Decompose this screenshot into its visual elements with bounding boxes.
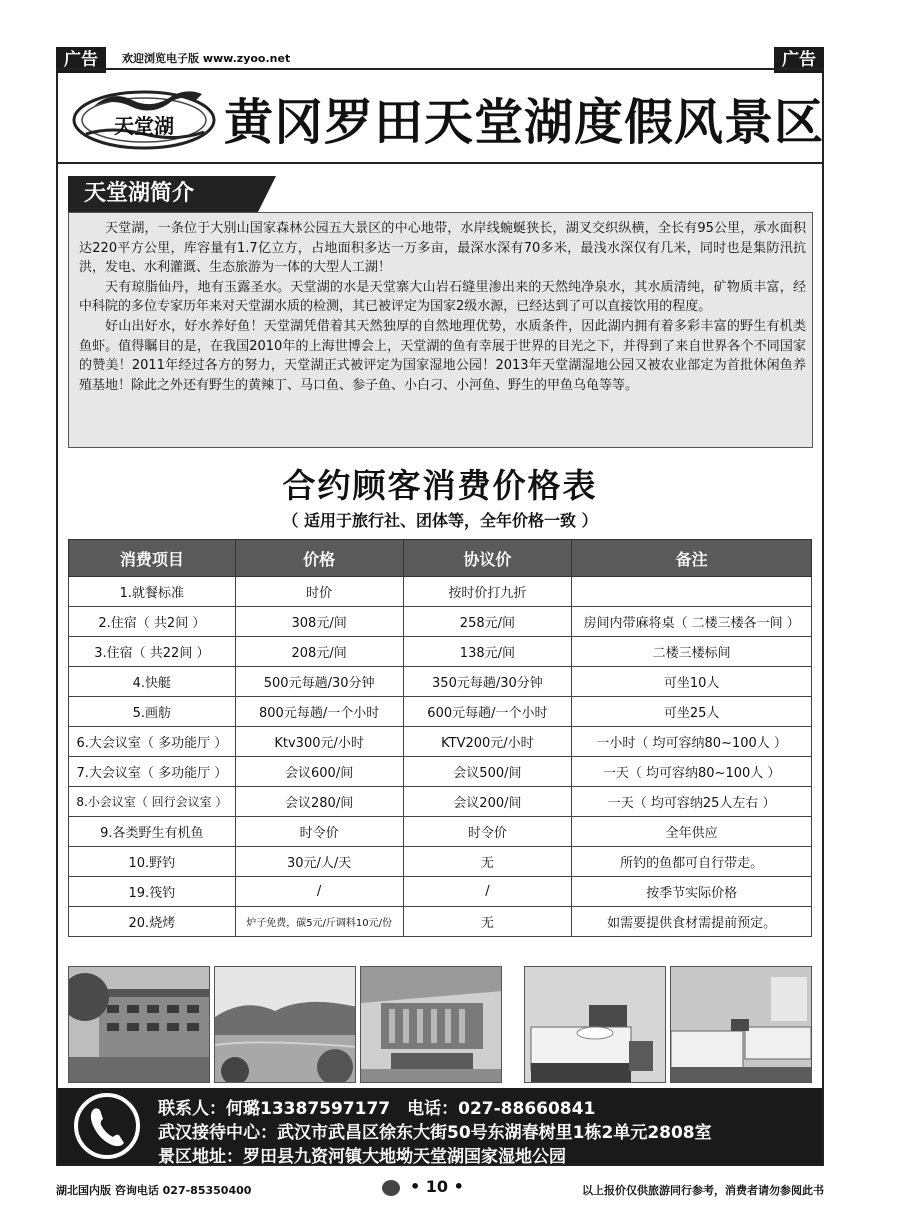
- cell-agreed: 无: [403, 847, 572, 877]
- cell-price: 30元/人/天: [235, 847, 403, 877]
- col-header-remarks: 备注: [572, 540, 812, 577]
- contact-line-office: 武汉接待中心：武汉市武昌区徐东大街50号东湖春树里1栋2单元2808室: [158, 1123, 712, 1143]
- price-subtitle: （ 适用于旅行社、团体等，全年价格一致 ）: [282, 511, 598, 530]
- cell-agreed: 258元/间: [403, 607, 572, 637]
- cell-agreed: 会议200/间: [403, 787, 572, 817]
- cell-agreed: 600元每趟/一个小时: [403, 697, 572, 727]
- cell-price: 时价: [235, 577, 403, 607]
- cell-price: 会议280/间: [235, 787, 403, 817]
- cell-agreed: 会议500/间: [403, 757, 572, 787]
- contact-line-address: 景区地址：罗田县九资河镇大地坳天堂湖国家湿地公园: [158, 1147, 566, 1167]
- phone-icon: [72, 1091, 142, 1161]
- table-row: [69, 637, 812, 667]
- intro-paragraph-1: 天堂湖，一条位于大别山国家森林公园五大景区的中心地带，水岸线蜿蜒狭长，湖叉交织纵横，全长有95公里，承水面积达220平方公里，库容量有1.7亿立方，占地面积多达一万多亩，最深水深有70多米，最浅水深仅有几米，同时也是集防汛抗洪，发电、水利灌溉、生态旅游为一体的大型人工湖！: [79, 221, 806, 276]
- contact-line-person: 联系人：何璐13387597177 电话：027-88660841: [158, 1099, 596, 1119]
- cell-price: 308元/间: [235, 607, 403, 637]
- cell-agreed: 138元/间: [403, 637, 572, 667]
- cell-item: 20.烧烤: [69, 907, 236, 937]
- cell-agreed: KTV200元/小时: [403, 727, 572, 757]
- intro-heading: 天堂湖简介: [68, 176, 258, 212]
- cell-item: 4.快艇: [69, 667, 236, 697]
- page-title: 黄冈罗田天堂湖度假风景区: [224, 93, 825, 151]
- footer-page-ornament-icon: [382, 1180, 400, 1196]
- table-row: [69, 877, 812, 907]
- table-row: [69, 907, 812, 937]
- price-table: [68, 539, 812, 937]
- cell-item: 2.住宿（ 共2间 ）: [69, 607, 236, 637]
- cell-remark: 所钓的鱼都可自行带走。: [572, 847, 812, 877]
- col-header-price: 价格: [235, 540, 403, 577]
- logo-text: 天堂湖: [114, 114, 174, 138]
- cell-price: 炉子免费，碳5元/斤调料10元/份: [235, 907, 403, 937]
- footer-left: 湖北国内版 咨询电话 027-85350400: [56, 1184, 252, 1197]
- cell-remark: 按季节实际价格: [572, 877, 812, 907]
- cell-price: Ktv300元/小时: [235, 727, 403, 757]
- cell-remark: 一天（ 均可容纳25人左右 ）: [572, 787, 812, 817]
- contact-bar: [58, 1088, 822, 1167]
- cell-remark: 房间内带麻将桌（ 二楼三楼各一间 ）: [572, 607, 812, 637]
- cell-remark: 如需要提供食材需提前预定。: [572, 907, 812, 937]
- photo-lobby: [360, 966, 502, 1083]
- cell-item: 10.野钓: [69, 847, 236, 877]
- cell-agreed: 按时价打九折: [403, 577, 572, 607]
- cell-item: 9.各类野生有机鱼: [69, 817, 236, 847]
- table-row: [69, 757, 812, 787]
- table-header-row: [69, 540, 812, 577]
- cell-item: 19.筏钓: [69, 877, 236, 907]
- ad-tag-left: 广告: [56, 47, 106, 73]
- cell-remark: 二楼三楼标间: [572, 637, 812, 667]
- col-header-item: 消费项目: [69, 540, 236, 577]
- cell-remark: 一天（ 均可容纳80~100人 ）: [572, 757, 812, 787]
- table-row: [69, 817, 812, 847]
- col-header-agreed-price: 协议价: [403, 540, 572, 577]
- intro-paragraph-2: 天有琼脂仙丹，地有玉露圣水。天堂湖的水是天堂寨大山岩石缝里渗出来的天然纯净泉水，其水质清纯，矿物质丰富，经中科院的多位专家历年来对天堂湖水质的检测，其已被评定为国家2级水源，已经达到了可以直接饮用的程度。: [79, 279, 806, 315]
- intro-box: [68, 212, 813, 448]
- table-row: [69, 667, 812, 697]
- price-title: 合约顾客消费价格表: [282, 466, 598, 505]
- table-row: [69, 607, 812, 637]
- cell-price: 800元每趟/一个小时: [235, 697, 403, 727]
- cell-price: 会议600/间: [235, 757, 403, 787]
- cell-item: 1.就餐标准: [69, 577, 236, 607]
- ad-tag-right: 广告: [774, 47, 824, 73]
- cell-remark: [572, 577, 812, 607]
- cell-agreed: 时令价: [403, 817, 572, 847]
- cell-remark: 可坐10人: [572, 667, 812, 697]
- header-divider: [58, 162, 822, 164]
- cell-agreed: 350元每趟/30分钟: [403, 667, 572, 697]
- logo: [72, 86, 218, 150]
- table-row: [69, 727, 812, 757]
- cell-item: 8.小会议室（ 回行会议室 ）: [69, 787, 236, 817]
- table-row: [69, 787, 812, 817]
- cell-agreed: 无: [403, 907, 572, 937]
- photo-bedroom-2: [670, 966, 812, 1083]
- photo-building: [68, 966, 210, 1083]
- cell-item: 6.大会议室（ 多功能厅 ）: [69, 727, 236, 757]
- photo-lake: [214, 966, 356, 1083]
- cell-item: 3.住宿（ 共22间 ）: [69, 637, 236, 667]
- footer-page-number: • 10 •: [410, 1177, 464, 1196]
- cell-price: 500元每趟/30分钟: [235, 667, 403, 697]
- intro-paragraph-3: 好山出好水，好水养好鱼！天堂湖凭借着其天然独厚的自然地理优势，水质条件，因此湖内拥有着多彩丰富的野生有机类鱼虾。值得瞩目的是，在我国2010年的上海世博会上，天堂湖的鱼有幸展于世界的目光之下，并得到了来自世界各个不同国家的赞美！2011年经过各方的努力，天堂湖正式被评定为国家湿地公园！2013年天堂湖湿地公园又被农业部定为首批休闲鱼养殖基地！除此之外还有野生的黄辣丁、马口鱼、参子鱼、小白刁、小河鱼、野生的甲鱼乌龟等等。: [79, 318, 806, 393]
- cell-price: /: [235, 877, 403, 907]
- table-row: [69, 847, 812, 877]
- cell-item: 7.大会议室（ 多功能厅 ）: [69, 757, 236, 787]
- url-text: 欢迎浏览电子版 www.zyoo.net: [122, 52, 291, 65]
- cell-remark: 可坐25人: [572, 697, 812, 727]
- photo-bedroom-1: [524, 966, 666, 1083]
- table-row: [69, 577, 812, 607]
- cell-item: 5.画舫: [69, 697, 236, 727]
- cell-remark: 全年供应: [572, 817, 812, 847]
- cell-price: 208元/间: [235, 637, 403, 667]
- cell-remark: 一小时（ 均可容纳80~100人 ）: [572, 727, 812, 757]
- footer-right: 以上报价仅供旅游同行参考，消费者请勿参阅此书: [582, 1184, 824, 1197]
- cell-price: 时令价: [235, 817, 403, 847]
- table-row: [69, 697, 812, 727]
- page-number: 10: [425, 1177, 449, 1196]
- cell-agreed: /: [403, 877, 572, 907]
